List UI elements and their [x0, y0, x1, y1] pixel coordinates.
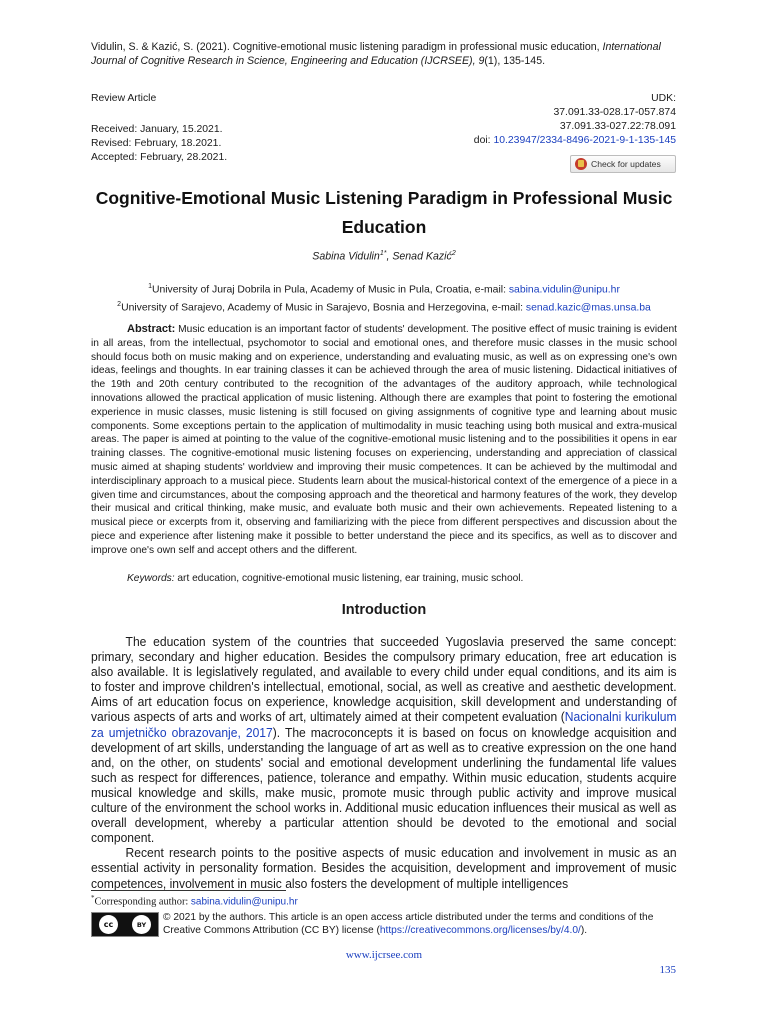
- license-text: [163, 912, 679, 937]
- udk-code-1: 37.091.33-028.17-057.874: [553, 107, 676, 118]
- license-text-b: ).: [580, 924, 588, 936]
- article-identifiers: [474, 92, 676, 148]
- license-text-a: © 2021 by the authors. This article is an open access article distributed under the terms and conditions of the Creative Commons Attribution (CC BY) license (: [163, 912, 654, 936]
- intro-paragraph-1: [91, 635, 677, 846]
- intro-p1-text-b: ). The macroconcepts it is based on focus on knowledge acquisition and development of art skills, understanding the language of art as well as to creative expression on the one hand and, on the other, on students' social and emotional development underlining the fundamental life values such as respect for differences, patience, tolerance and empathy. Within music education, students acquire musical knowledge and skills, make music, promote music through public activity and improve musical culture of the environment the school works in. Additional music education influences their musical as well as overall development, whereby a particular attention should be devoted to the emotional and social component.: [91, 725, 677, 846]
- cc-by-license-badge[interactable]: [91, 912, 159, 937]
- abstract-text: Music education is an important factor of students' development. The positive effect of music training is evident in all areas, from the intellectual, psychomotor to social and emotional ones, and therefore music classes in the music school should focus both on music making and on experience, understanding and evaluating music, as well as on expressing one's own ideas, feelings and thoughts. In ear training classes it can be achieved through the area of music listening. Didactical initiatives of the 19th and 20th century contributed to the recognition of the advantages of the auditory approach, while technological innovations allowed the practical application of music listening. Although there are examples that point to fostering the emotional experience in music classes, music listening is still focused on giving assignments of cognitive type and learning about music components. Some exceptions pertain to the application of multimodality in music teaching using both musical and extra-musical areas. The paper is aimed at pointing to the value of the cognitive-emotional music listening and to the possibilities it opens in ear training classes. The cognitive-emotional music listening focuses on experiencing, understanding and appreciation of classical music aimed at shaping students' worldview and improving their music competences. It can be achieved by the multimodal and interdisciplinary approach to a musical piece. Students learn about the musical-historical context of the emergence of a piece in a given time and circumstances, about the composing approach and the theoretical and harmony features of the work, they develop their musical and critical thinking, make music, and evaluate both music and their own achievements. Repeated listening to a musical piece or excerpts from it, observing and familiarizing with the piece from different perspectives and discussion about the piece and experience after listening make it possible to better understand the piece and its specifics, as well as to discover and improve one's own self and accept others and the different.: [91, 324, 677, 556]
- affiliation-2-text: University of Sarajevo, Academy of Music in Sarajevo, Bosnia and Herzegovina, e-mail:: [121, 302, 526, 314]
- section-heading-introduction: Introduction: [341, 602, 427, 618]
- keywords-text: art education, cognitive-emotional music listening, ear training, music school.: [174, 573, 524, 584]
- corr-label: Corresponding author:: [94, 896, 191, 908]
- accepted-date: Accepted: February, 28.2021.: [91, 152, 228, 163]
- page-number: 135: [659, 964, 676, 976]
- license-link[interactable]: https://creativecommons.org/licenses/by/4.0/: [379, 924, 581, 936]
- journal-website[interactable]: www.ijcrsee.com: [345, 949, 423, 961]
- citation-tail: (1), 135-145.: [484, 55, 546, 67]
- abstract-label: Abstract:: [127, 323, 176, 335]
- doi-label: doi:: [473, 135, 494, 146]
- revised-date: Revised: February, 18.2021.: [91, 138, 222, 149]
- introduction-body: [91, 635, 677, 892]
- doi-line: [474, 134, 676, 148]
- footnote-rule: [91, 890, 286, 891]
- intro-paragraph-2: Recent research points to the positive aspects of music education and involvement in music as an essential activity in personality formation. Besides the acquisition, development and improvement of music competences, involvement in music also fosters the development of multiple intelligences: [91, 846, 677, 891]
- crossmark-icon: [575, 158, 587, 170]
- affiliation-2-email[interactable]: senad.kazic@mas.unsa.ba: [525, 302, 651, 314]
- affiliation-1-sup: 1: [148, 283, 152, 290]
- affiliation-1-email[interactable]: sabina.vidulin@unipu.hr: [508, 284, 620, 296]
- citation-header: [91, 40, 677, 68]
- affiliation-2: [91, 297, 677, 315]
- abstract: [91, 323, 677, 558]
- author-2: Senad Kazić: [392, 250, 452, 263]
- check-updates-label: Check for updates: [591, 159, 661, 169]
- author-1-sup: 1*: [379, 250, 387, 257]
- citation-journal: International Journal of Cognitive Research in Science, Engineering and Education (IJCRSEE), 9: [91, 41, 661, 67]
- affiliation-1-text: University of Juraj Dobrila in Pula, Academy of Music in Pula, Croatia, e-mail:: [151, 284, 509, 296]
- doi-link[interactable]: 10.23947/2334-8496-2021-9-1-135-145: [493, 135, 676, 146]
- corresponding-author: [91, 894, 298, 907]
- citation-link[interactable]: Nacionalni kurikulum za umjetničko obrazovanje, 2017: [91, 710, 677, 740]
- udk-code-2: 37.091.33-027.22:78.091: [559, 121, 676, 132]
- citation-text: Vidulin, S. & Kazić, S. (2021). Cognitive-emotional music listening paradigm in professional music education,: [91, 41, 603, 53]
- cc-icon: cc: [99, 915, 118, 934]
- article-dates: [91, 92, 227, 165]
- author-2-sup: 2: [451, 250, 456, 257]
- article-title: Cognitive-Emotional Music Listening Paradigm in Professional Music Education: [95, 188, 673, 237]
- udk-label: UDK:: [651, 93, 676, 104]
- by-icon: BY: [132, 915, 151, 934]
- corr-email[interactable]: sabina.vidulin@unipu.hr: [190, 896, 298, 908]
- intro-p1-text-a: The education system of the countries that succeeded Yugoslavia preserved the same concept: primary, secondary and higher education. Besides the compulsory primary education, free art education is also available. It is legislatively regulated, and available to every child under equal conditions, and its aim is to foster and improve children's intellectual, emotional, social, as well as creative and aesthetic development. Aims of art education focus on experience, knowledge acquisition, skill development and understanding of various aspects of arts and works of art, ultimately aimed at their competent evaluation (: [91, 635, 677, 725]
- affiliations: [91, 279, 677, 316]
- keywords: [127, 573, 677, 584]
- affiliation-2-sup: 2: [117, 301, 122, 309]
- check-for-updates-button[interactable]: [570, 155, 676, 173]
- author-1: Sabina Vidulin: [312, 250, 380, 263]
- affiliation-1: [91, 279, 677, 297]
- keywords-label: Keywords:: [127, 573, 175, 584]
- author-separator: ,: [386, 250, 393, 263]
- author-list: [91, 250, 677, 263]
- corr-sup: *: [91, 894, 95, 902]
- article-type: Review Article: [91, 93, 157, 104]
- received-date: Received: January, 15.2021.: [91, 124, 223, 135]
